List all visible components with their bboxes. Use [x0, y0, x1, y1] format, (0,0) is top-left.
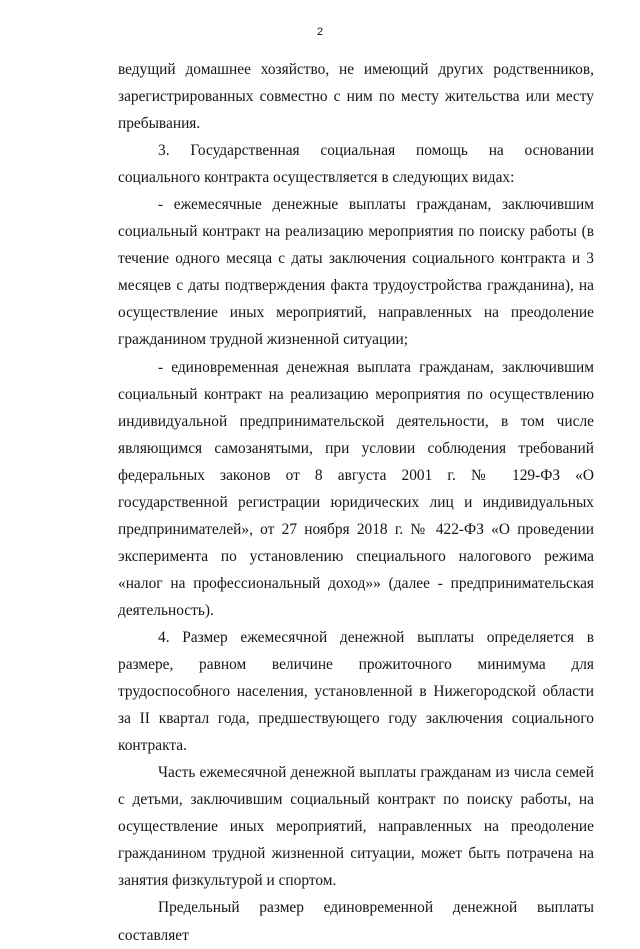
- paragraph-monthly-payments: - ежемесячные денежные выплаты гражданам, заключившим социальный контракт на реализацию мероприятия по поиску работы (в течение одного месяца с даты заключения социального контракта и 3 месяцев с даты подтверждения факта трудоустройства гражданина), на осуществление иных мероприятий, направленных на преодоление гражданином трудной жизненной ситуации;: [118, 196, 594, 349]
- paragraph-item-3: 3. Государственная социальная помощь на основании социального контракта осуществляется в следующих видах:: [118, 142, 594, 187]
- paragraph-sport-part: Часть ежемесячной денежной выплаты гражданам из числа семей с детьми, заключившим социальный контракт по поиску работы, на осуществление иных мероприятий, направленных на преодоление гражданином трудной жизненной ситуации, может быть потрачена на занятия физкультурой и спортом.: [118, 764, 594, 890]
- document-body: [118, 56, 594, 949]
- paragraph-max-lump-sum: Предельный размер единовременной денежной выплаты составляет: [118, 899, 594, 944]
- paragraph-item-4: 4. Размер ежемесячной денежной выплаты определяется в размере, равном величине прожиточного минимума для трудоспособного населения, установленной в Нижегородской области за II квартал года, предшествующего году заключения социального контракта.: [118, 628, 594, 755]
- paragraph-continuation: ведущий домашнее хозяйство, не имеющий других родственников, зарегистрированных совместно с ним по месту жительства или месту пребывания.: [118, 61, 594, 133]
- paragraph-lump-sum-payment: - единовременная денежная выплата гражданам, заключившим социальный контракт на реализацию мероприятия по осуществлению индивидуальной предпринимательской деятельности, в том числе являющимся самозанятыми, при условии соблюдения требований федеральных законов от 8 августа 2001 г. № 129-ФЗ «О государственной регистрации юридических лиц и индивидуальных предпринимателей», от 27 ноября 2018 г. № 422-ФЗ «О проведении эксперимента по установлению специального налогового режима «налог на профессиональный доход»» (далее - предпринимательская деятельность).: [118, 358, 594, 619]
- page-number: 2: [316, 26, 324, 38]
